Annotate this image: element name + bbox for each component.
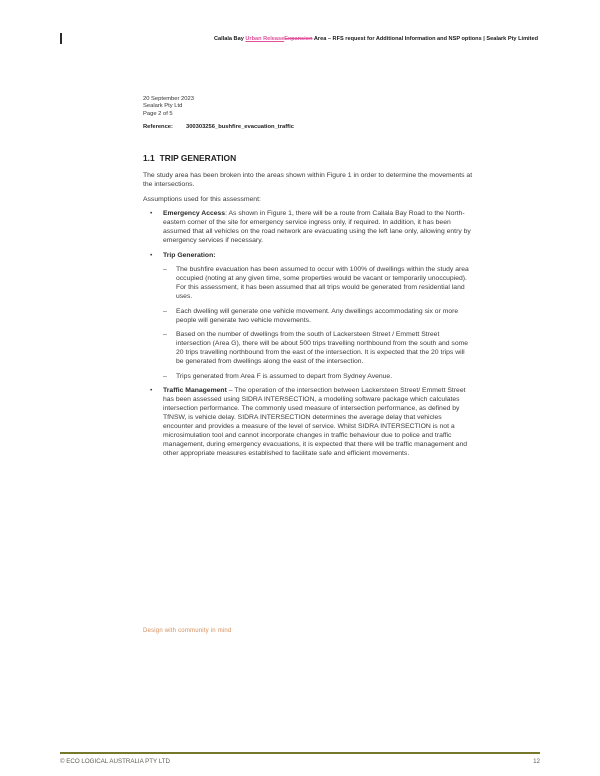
- bullet-marker: •: [150, 251, 153, 259]
- footer: [60, 758, 540, 765]
- dash-marker: –: [163, 331, 167, 338]
- section-heading-text: TRIP GENERATION: [159, 153, 237, 163]
- bullet-marker: •: [150, 210, 153, 217]
- sub-bullet-area-g-trips: [163, 330, 473, 366]
- sub-bullet-occupancy-text: The bushfire evacuation has been assumed to occur with 100% of dwellings within the study area occupied (noting at any given time, some properties would be vacant or temporarily unoccupied). For this assessment, it has been assumed that all trips would be generated from residential land uses.: [176, 266, 469, 300]
- bullet-trip-generation-text: [163, 251, 473, 260]
- sub-bullet-vehicle-movements: [163, 307, 473, 325]
- bullet-emergency-access: [143, 209, 473, 245]
- brand-tagline: Design with community in mind: [143, 628, 232, 634]
- reference-label: Reference:: [143, 124, 173, 130]
- dash-marker: –: [163, 307, 167, 315]
- sub-bullet-occupancy: [163, 265, 473, 301]
- header-title-deleted-text: Expansion: [284, 36, 313, 42]
- bullet-emergency-access-text: [163, 209, 473, 245]
- letter-meta: [143, 96, 194, 118]
- letter-page-of: Page 2 of 5: [143, 110, 173, 117]
- bullet-traffic-management: [143, 386, 473, 458]
- sub-bullet-vehicle-movements-text: Each dwelling will generate one vehicle movement. Any dwellings accommodating six or more people will generate two vehicle movements.: [176, 307, 459, 324]
- sub-bullet-area-g-trips-text: Based on the number of dwellings from the south of Lackersteen Street / Emmett Street intersection (Area G), there will be about 500 trips travelling northbound from the south and some 20 trips travelling northbound from the east of the intersection. It is expected that the 20 trips will be generated from dwellings along the east of the intersection.: [176, 331, 469, 365]
- bullet-traffic-management-text: [163, 386, 473, 458]
- assumptions-lead: Assumptions used for this assessment:: [143, 195, 261, 203]
- emergency-access-label: Emergency Access: [163, 210, 226, 217]
- tracked-change-bar: [60, 33, 62, 44]
- dash-marker: –: [163, 372, 167, 380]
- footer-copyright: © ECO LOGICAL AUSTRALIA PTY LTD: [60, 758, 171, 765]
- section-heading: [143, 153, 473, 163]
- dash-marker: –: [163, 266, 167, 273]
- traffic-management-label: Traffic Management: [163, 387, 227, 394]
- traffic-management-body: – The operation of the intersection between Lackersteen Street/ Emmett Street has been assessed using SIDRA INTERSECTION, a modelling software package which calculates intersection performance. The commonly used measure of intersection performance, as defined by TfNSW, is vehicle delay. SIDRA INTERSECTION determines the average delay that vehicles encounter and provides a measure of the level of service. Whilst SIDRA INTERSECTION is not a microsimulation tool and cannot incorporate changes in traffic behaviour due to police and traffic management, during emergency evacuations, it is expected that there will be traffic management and other appropriate measures established to facilitate safe and efficient movements.: [163, 387, 468, 457]
- reference-line: [143, 124, 294, 130]
- header-title-suffix: Area – RFS request for Additional Information and NSP options | Sealark Pty Limited: [312, 36, 538, 42]
- main-content: [143, 153, 473, 464]
- reference-value: 300303256_bushfire_evacuation_traffic: [185, 124, 294, 130]
- trip-generation-colon: :: [213, 251, 216, 259]
- header-title-inserted-text: Urban Release: [245, 36, 285, 42]
- footer-rule: [60, 752, 540, 754]
- header-title-prefix: Callala Bay: [213, 36, 246, 42]
- letter-company: Sealark Pty Ltd: [143, 103, 183, 110]
- footer-page-number: 12: [533, 758, 540, 765]
- letter-date: 20 September 2023: [143, 96, 194, 102]
- intro-paragraph: The study area has been broken into the areas shown within Figure 1 in order to determine the movements at the intersections.: [143, 172, 473, 188]
- emergency-access-body: : As shown in Figure 1, there will be a route from Callala Bay Road to the North-eastern corner of the site for emergency service ingress only, if required. In addition, it has been assumed that all vehicles on the road network are evacuating using the left lane only, allowing entry by emergency services if necessary.: [163, 210, 471, 244]
- sub-bullet-area-f-text: Trips generated from Area F is assumed to depart from Sydney Avenue.: [176, 372, 393, 380]
- trip-generation-label: Trip Generation: [163, 251, 214, 259]
- bullet-marker: •: [150, 387, 153, 394]
- section-heading-number: 1.1: [143, 153, 155, 163]
- document-header: [70, 36, 538, 43]
- bullet-trip-generation: [143, 251, 473, 260]
- sub-bullet-area-f: [163, 372, 473, 381]
